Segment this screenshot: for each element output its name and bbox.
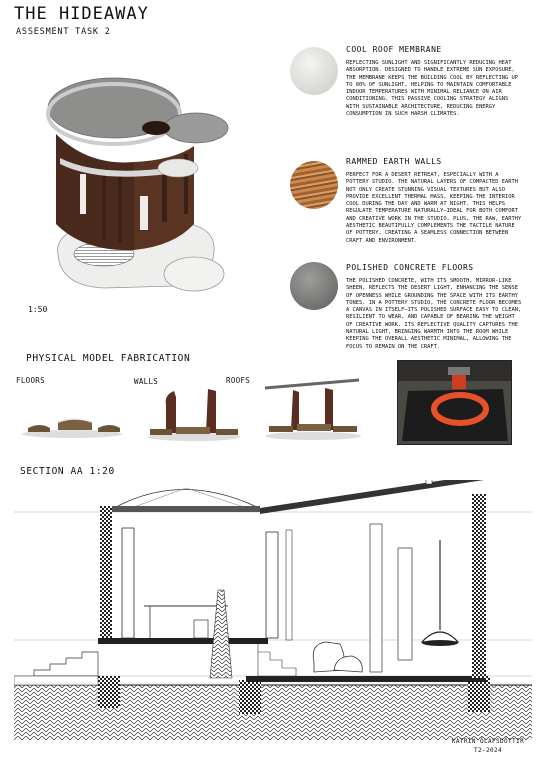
roof-disc-side xyxy=(164,113,228,143)
rammed-earth-wall xyxy=(56,134,134,250)
axonometric-drawing xyxy=(44,74,234,304)
page-title: THE HIDEAWAY xyxy=(14,4,149,24)
fabrication-label-roofs: ROOFS xyxy=(226,376,251,385)
cool-roof-swatch xyxy=(290,47,338,95)
polished-concrete-swatch xyxy=(290,262,338,310)
side-disc xyxy=(164,257,224,291)
model-floors-photo xyxy=(20,408,125,440)
project-code: T2-2024 xyxy=(473,747,503,754)
fabrication-heading: PHYSICAL MODEL FABRICATION xyxy=(26,353,191,364)
material-title: COOL ROOF MEMBRANE xyxy=(346,45,442,54)
model-roofs-photo xyxy=(263,378,363,442)
window-slot xyxy=(80,174,86,214)
fabrication-label-floors: FLOORS xyxy=(16,376,45,385)
section-drawing xyxy=(14,480,532,740)
window-slot xyxy=(140,196,148,230)
material-title: POLISHED CONCRETE FLOORS xyxy=(346,263,474,272)
author-name: KATRÍN ÓLAFSDÓTTIR xyxy=(451,738,525,745)
material-title: RAMMED EARTH WALLS xyxy=(346,157,442,166)
material-description: PERFECT FOR A DESERT RETREAT, ESPECIALLY WITH A POTTERY STUDIO. THE NATURAL LAYERS OF COMPACTED EARTH NOT ONLY CREATE STUNNING VISUAL TEXTURES BUT ALSO PROVIDE EXCELLENT THERMAL MASS, KEEPING THE INTERIOR COOL DURING THE DAY AND WARM AT NIGHT. THIS HELPS REGULATE TEMPERATURE NATURALLY—IDEAL FOR BOTH COMFORT AND CREATIVE WORK IN THE STUDIO. PLUS, THE RAW, EARTHY AESTHETIC BEAUTIFULLY COMPLEMENTS THE TACTILE NATURE OF POTTERY, CREATING A SEAMLESS CONNECTION BETWEEN CRAFT AND ENVIRONMENT. xyxy=(346,172,522,244)
axonometric-scale: 1:50 xyxy=(28,305,48,314)
material-description: REFLECTING SUNLIGHT AND SIGNIFICANTLY REDUCING HEAT ABSORPTION. DESIGNED TO HANDLE EXTREME SUN EXPOSURE, THE MEMBRANE KEEPS THE BUILDING COOL BY REFLECTING UP TO 80% OF SUNLIGHT, HELPING TO MAINTAIN COMFORTABLE INDOOR TEMPERATURES WITH MINIMAL RELIANCE ON AIR CONDITIONING. THIS PASSIVE COOLING STRATEGY ALIGNS WITH SUSTAINABLE ARCHITECTURE, REDUCING ENERGY CONSUMPTION IN SUCH HARSH CLIMATES. xyxy=(346,60,519,118)
page-subtitle: ASSESMENT TASK 2 xyxy=(16,27,111,37)
model-walls-photo xyxy=(146,385,242,443)
rammed-earth-swatch xyxy=(290,161,338,209)
courtyard-void xyxy=(142,121,170,135)
3d-printer-photo xyxy=(397,360,512,445)
fabrication-label-walls: WALLS xyxy=(134,377,159,386)
section-heading: SECTION AA 1:20 xyxy=(20,466,115,477)
material-description: THE POLISHED CONCRETE, WITH ITS SMOOTH, MIRROR-LIKE SHEEN, REFLECTS THE DESERT LIGHT, ENHANCING THE SENSE OF OPENNESS WHILE GROUNDING THE SPACE WITH ITS EARTHY TONES. IN A POTTERY STUDIO, THE CONCRETE FLOOR BECOMES A CANVAS IN ITSELF—ITS POLISHED SURFACE EASY TO CLEAN, RESILIENT TO WEAR, AND CAPABLE OF BEARING THE WEIGHT OF CREATIVE WORK. ITS REFLECTIVE QUALITY CAPTURES THE NATURAL LIGHT, BRINGING WARMTH INTO THE ROOM WHILE KEEPING THE OVERALL AESTHETIC MINIMAL, ALLOWING THE FOCUS TO REMAIN ON THE CRAFT. xyxy=(346,278,522,350)
